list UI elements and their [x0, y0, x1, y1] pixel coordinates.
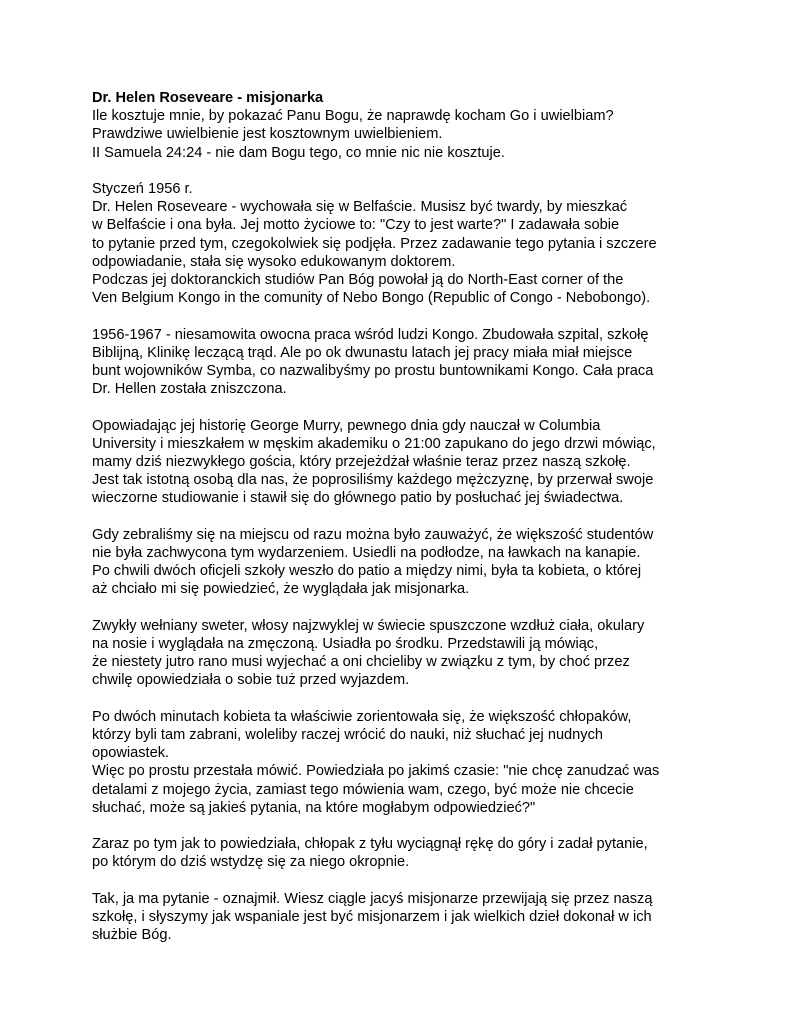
- paragraph-gap: [92, 599, 752, 617]
- paragraph-gap: [92, 398, 752, 416]
- intro-paragraph: [92, 107, 752, 162]
- text-line: Biblijną, Klinikę leczącą trąd. Ale po ok dwunastu latach jej pracy miała miał miejsce: [92, 344, 633, 361]
- paragraph-gap: [92, 307, 752, 325]
- paragraph-gap: [92, 508, 752, 526]
- text-line: Dr. Hellen została zniszczona.: [92, 381, 287, 398]
- paragraph-2: [92, 326, 752, 399]
- text-line: Podczas jej doktoranckich studiów Pan Bóg powołał ją do North-East corner of the: [92, 272, 624, 289]
- text-line: że niestety jutro rano musi wyjechać a oni chcieliby w związku z tym, by choć przez: [92, 654, 630, 671]
- paragraph-1: [92, 180, 752, 307]
- text-line: nie była zachwycona tym wydarzeniem. Usiedli na podłodze, na ławkach na kanapie.: [92, 545, 641, 562]
- paragraph-7: [92, 835, 752, 871]
- text-line: Dr. Helen Roseveare - wychowała się w Belfaście. Musisz być twardy, by mieszkać: [92, 199, 628, 216]
- text-line: aż chciało mi się powiedzieć, że wyglądała jak misjonarka.: [92, 581, 470, 598]
- text-line: Po chwili dwóch oficjeli szkoły weszło do patio a między nimi, była ta kobieta, o której: [92, 563, 642, 580]
- text-line: odpowiadanie, stała się wysoko edukowanym doktorem.: [92, 253, 456, 270]
- text-line: szkołę, i słyszymy jak wspaniale jest być misjonarzem i jak wielkich dzieł dokonał w ich: [92, 909, 652, 926]
- text-line: na nosie i wyglądała na zmęczoną. Usiadła po środku. Przedstawili ją mówiąc,: [92, 636, 599, 653]
- text-line: Ile kosztuje mnie, by pokazać Panu Bogu, że naprawdę kocham Go i uwielbiam?: [92, 108, 614, 125]
- text-line: University i mieszkałem w męskim akademiku o 21:00 zapukano do jego drzwi mówiąc,: [92, 435, 656, 452]
- text-line: Jest tak istotną osobą dla nas, że poprosiliśmy każdego mężczyznę, by przerwał swoje: [92, 472, 654, 489]
- text-line: Opowiadając jej historię George Murry, pewnego dnia gdy nauczał w Columbia: [92, 417, 601, 434]
- text-line: w Belfaście i ona była. Jej motto życiowe to: "Czy to jest warte?" I zadawała sobie: [92, 217, 620, 234]
- paragraph-3: [92, 417, 752, 508]
- text-line: chwilę opowiedziała o sobie tuż przed wyjazdem.: [92, 672, 410, 689]
- text-line: Styczeń 1956 r.: [92, 181, 193, 197]
- paragraph-gap: [92, 162, 752, 180]
- text-line: detalami z mojego życia, zamiast tego mówienia wam, czego, być może nie chcecie: [92, 781, 634, 798]
- paragraph-5: [92, 617, 752, 690]
- paragraph-gap: [92, 817, 752, 835]
- document-page: [92, 89, 752, 944]
- text-line: 1956-1967 - niesamowita owocna praca wśród ludzi Kongo. Zbudowała szpital, szkołę: [92, 326, 649, 343]
- text-line: Prawdziwe uwielbienie jest kosztownym uwielbieniem.: [92, 126, 443, 143]
- document-title: Dr. Helen Roseveare - misjonarka: [92, 90, 324, 106]
- text-line: Tak, ja ma pytanie - oznajmił. Wiesz ciągle jacyś misjonarze przewijają się przez naszą: [92, 890, 653, 907]
- text-line: bunt wojowników Symba, co nazwalibyśmy po prostu buntownikami Kongo. Cała praca: [92, 363, 654, 380]
- text-line: służbie Bóg.: [92, 927, 172, 944]
- text-line: mamy dziś niezwykłego gościa, który przejeżdżał właśnie teraz przez naszą szkołę.: [92, 454, 631, 471]
- text-line: Ven Belgium Kongo in the comunity of Nebo Bongo (Republic of Congo - Nebobongo).: [92, 290, 651, 307]
- text-line: Gdy zebraliśmy się na miejscu od razu można było zauważyć, że większość studentów: [92, 526, 654, 543]
- text-line: słuchać, może są jakieś pytania, na które mogłabym odpowiedzieć?": [92, 799, 536, 816]
- text-line: Po dwóch minutach kobieta ta właściwie zorientowała się, że większość chłopaków,: [92, 708, 632, 725]
- text-line: II Samuela 24:24 - nie dam Bogu tego, co mnie nic nie kosztuje.: [92, 144, 505, 161]
- text-line: opowiastek.: [92, 745, 170, 762]
- paragraph-gap: [92, 872, 752, 890]
- text-line: Zaraz po tym jak to powiedziała, chłopak z tyłu wyciągnął rękę do góry i zadał pytanie,: [92, 836, 648, 853]
- text-line: wieczorne studiowanie i stawił się do głównego patio by posłuchać jej świadectwa.: [92, 490, 624, 507]
- text-line: to pytanie przed tym, czegokolwiek się podjęła. Przez zadawanie tego pytania i szczere: [92, 235, 657, 252]
- text-line: Zwykły wełniany sweter, włosy najzwyklej w świecie spuszczone wzdłuż ciała, okulary: [92, 617, 645, 634]
- paragraph-4: [92, 526, 752, 599]
- paragraph-gap: [92, 690, 752, 708]
- text-line: Więc po prostu przestała mówić. Powiedziała po jakimś czasie: "nie chcę zanudzać was: [92, 763, 660, 780]
- paragraph-8: [92, 890, 752, 945]
- text-line: po którym do dziś wstydzę się za niego okropnie.: [92, 854, 410, 871]
- paragraph-6: [92, 708, 752, 817]
- text-line: którzy byli tam zabrani, woleliby raczej wrócić do nauki, niż słuchać jej nudnych: [92, 727, 604, 744]
